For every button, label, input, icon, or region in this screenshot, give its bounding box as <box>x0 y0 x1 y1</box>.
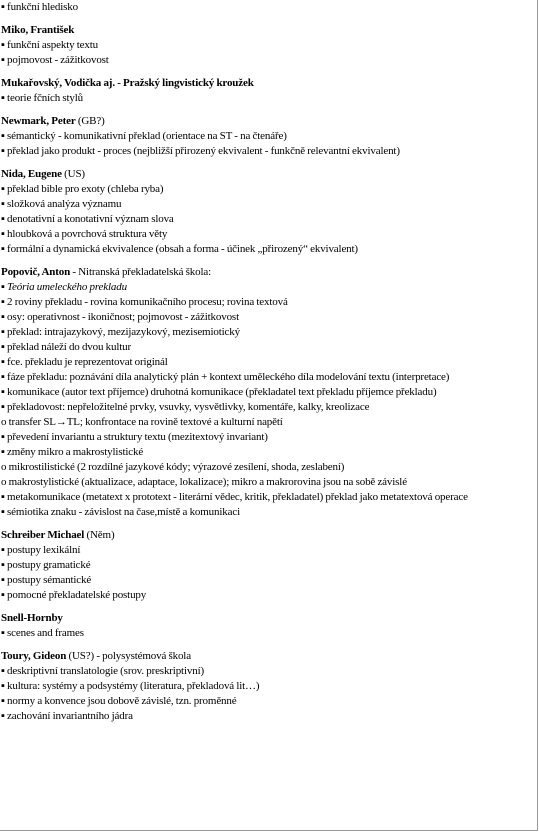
section-heading-nida <box>1 167 535 182</box>
author-name: Mukařovský, Vodička aj. - Pražský lingvistický kroužek <box>1 77 254 89</box>
list-item: ▪ hloubková a povrchová struktura věty <box>1 228 168 240</box>
spacer <box>1 603 535 611</box>
list-item: ▪ změny mikro a makrostylistické <box>1 446 144 458</box>
section-heading-popovic <box>1 265 535 280</box>
list-item: ▪ složková analýza významu <box>1 198 122 210</box>
list-item: ▪ zachování invariantního jádra <box>1 710 133 722</box>
author-name: Snell-Hornby <box>1 612 63 624</box>
list-item: ▪ metakomunikace (metatext x prototext - literární vědec, kritik, překladatel) překlad jako metatextová operace <box>1 491 468 503</box>
author-name: Schreiber Michael <box>1 529 85 541</box>
author-name: Popovič, Anton <box>1 266 71 278</box>
list-item: ▪ kultura: systémy a podsystémy (literatura, překladová lit…) <box>1 680 260 692</box>
spacer <box>1 68 535 76</box>
list-item: ▪ 2 roviny překladu - rovina komunikačního procesu; rovina textová <box>1 296 288 308</box>
spacer <box>1 257 535 265</box>
author-name: Toury, Gideon <box>1 650 67 662</box>
list-item: ▪ postupy lexikální <box>1 544 81 556</box>
list-item: ▪ komunikace (autor text příjemce) druhotná komunikace (překladatel text překladu příjemce překladu) <box>1 386 437 398</box>
author-name: Miko, František <box>1 24 75 36</box>
spacer <box>1 159 535 167</box>
list-item: ▪ fce. překladu je reprezentovat originál <box>1 356 168 368</box>
section-heading-schreiber <box>1 528 535 543</box>
document-body <box>1 0 535 724</box>
list-item: ▪ překlad bible pro exoty (chleba ryba) <box>1 183 164 195</box>
list-item: ▪ překlad jako produkt - proces (nejbližší přirozený ekvivalent - funkčně relevantní ekvivalent) <box>1 145 400 157</box>
list-subitem: o transfer SL→TL; konfrontace na rovině textové a kulturní napětí <box>1 416 283 428</box>
list-item: ▪ pomocné překladatelské postupy <box>1 589 147 601</box>
spacer <box>1 520 535 528</box>
author-note: (US) <box>61 168 85 180</box>
list-item: ▪ teorie fčních stylů <box>1 92 84 104</box>
author-note: - Nitranská překladatelská škola: <box>70 266 212 278</box>
spacer <box>1 641 535 649</box>
list-item: ▪ sémiotika znaku - závislost na čase,místě a komunikaci <box>1 506 240 518</box>
list-item: ▪ sémantický - komunikativní překlad (orientace na ST - na čtenáře) <box>1 130 287 142</box>
list-item: ▪ překlad náleží do dvou kultur <box>1 341 132 353</box>
list-item: ▪ normy a konvence jsou dobově závislé, tzn. proměnné <box>1 695 237 707</box>
list-subitem: o mikrostilistické (2 rozdílné jazykové kódy; výrazové zesílení, shoda, zeslabení) <box>1 461 345 473</box>
list-item: ▪ překlad: intrajazykový, mezijazykový, mezisemiotický <box>1 326 240 338</box>
list-item-book-title: ▪ Teória umeleckého prekladu <box>1 281 127 293</box>
list-item: ▪ překladovost: nepřeložitelné prvky, vsuvky, vysvětlivky, komentáře, kalky, kreolizace <box>1 401 370 413</box>
section-heading-mukarovsky <box>1 76 535 91</box>
list-item: ▪ denotativní a konotativní význam slova <box>1 213 174 225</box>
list-item: ▪ formální a dynamická ekvivalence (obsah a forma - účinek „přirozený“ ekvivalent) <box>1 243 358 255</box>
list-item: ▪ fáze překladu: poznávání díla analytický plán + kontext uměleckého díla modelování textu (interpretace) <box>1 371 450 383</box>
list-item: ▪ funkční aspekty textu <box>1 39 98 51</box>
section-heading-toury <box>1 649 535 664</box>
list-item: ▪ scenes and frames <box>1 627 84 639</box>
spacer <box>1 15 535 23</box>
list-subitem: o makrostylistické (aktualizace, adaptace, lokalizace); mikro a makrorovina jsou na sobě závislé <box>1 476 407 488</box>
author-note: (US?) - polysystémová škola <box>66 650 191 662</box>
list-item: ▪ postupy gramatické <box>1 559 91 571</box>
author-name: Newmark, Peter <box>1 115 76 127</box>
section-heading-snell-hornby <box>1 611 535 626</box>
list-item: ▪ převedení invariantu a struktury textu (mezitextový invariant) <box>1 431 268 443</box>
list-item: ▪ pojmovost - zážitkovost <box>1 54 109 66</box>
list-item: ▪ funkční hledisko <box>1 1 78 13</box>
spacer <box>1 106 535 114</box>
list-item: ▪ osy: operativnost - ikoničnost; pojmovost - zážitkovost <box>1 311 239 323</box>
author-note: (Něm) <box>84 529 115 541</box>
author-note: (GB?) <box>75 115 105 127</box>
author-name: Nida, Eugene <box>1 168 62 180</box>
list-item: ▪ deskriptivní translatologie (srov. preskriptivní) <box>1 665 204 677</box>
list-item: ▪ postupy sémantické <box>1 574 92 586</box>
section-heading-miko <box>1 23 535 38</box>
section-heading-newmark <box>1 114 535 129</box>
